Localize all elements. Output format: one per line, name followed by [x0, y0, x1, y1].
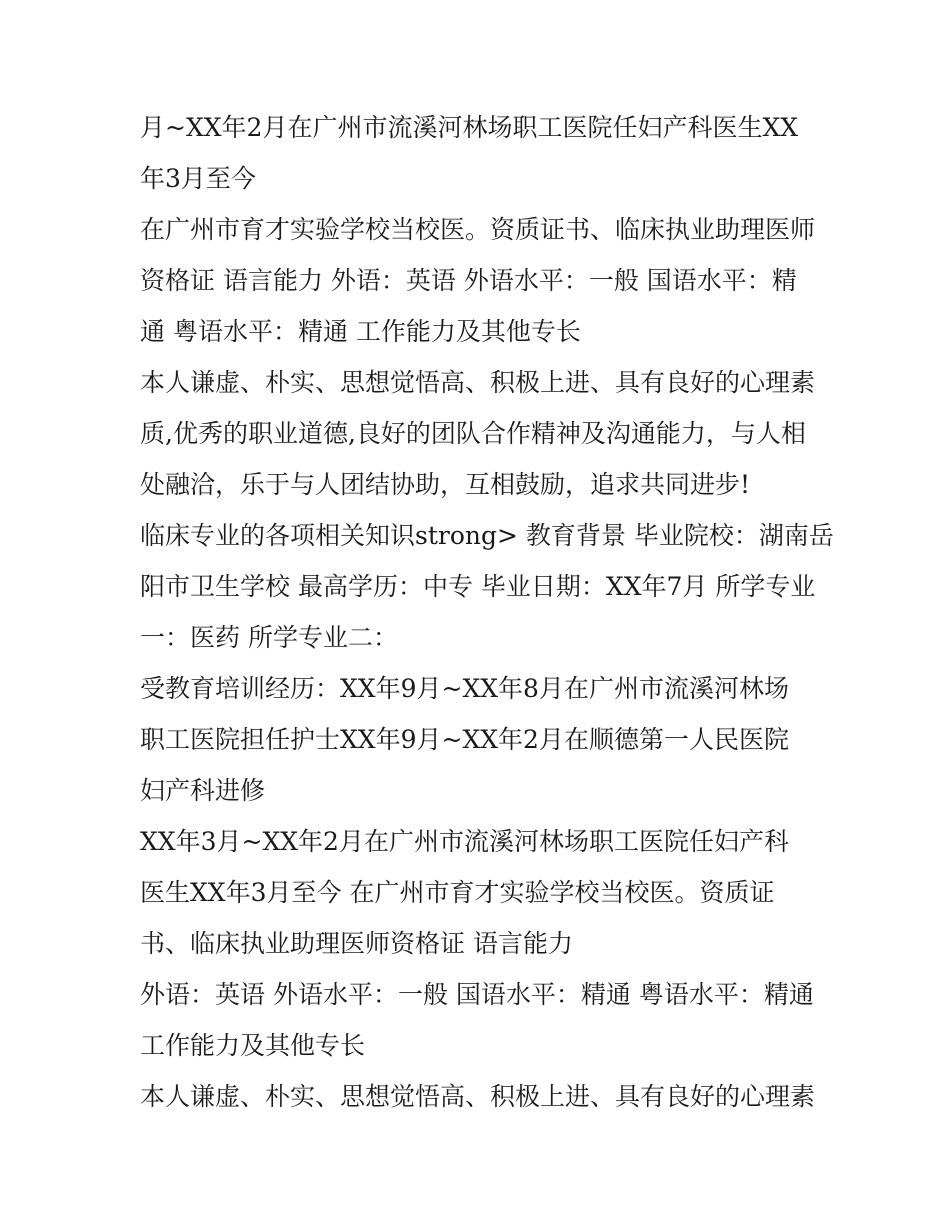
text-line: 质,优秀的职业道德,良好的团队合作精神及沟通能力，与人相: [140, 419, 806, 448]
text-line: 妇产科进修: [140, 776, 266, 805]
text-line: 职工医院担任护士XX年9月~XX年2月在顺德第一人民医院: [140, 725, 789, 754]
text-line: 本人谦虚、朴实、思想觉悟高、积极上进、具有良好的心理素: [140, 368, 816, 397]
text-line: 受教育培训经历：XX年9月~XX年8月在广州市流溪河林场: [140, 674, 789, 703]
text-line: 本人谦虚、朴实、思想觉悟高、积极上进、具有良好的心理素: [140, 1082, 816, 1111]
text-line: 工作能力及其他专长: [140, 1031, 366, 1060]
text-line: 临床专业的各项相关知识strong> 教育背景 毕业院校：湖南岳: [140, 521, 834, 550]
text-line: 书、临床执业助理医师资格证 语言能力: [140, 929, 573, 958]
text-line: 处融洽，乐于与人团结协助，互相鼓励，追求共同进步!: [140, 470, 751, 499]
text-line: 资格证 语言能力 外语：英语 外语水平：一般 国语水平：精: [140, 266, 797, 295]
text-line: 年3月至今: [140, 164, 256, 193]
text-line: 一：医药 所学专业二：: [140, 623, 398, 652]
text-line: 外语：英语 外语水平：一般 国语水平：精通 粤语水平：精通: [140, 980, 814, 1009]
text-line: 月~XX年2月在广州市流溪河林场职工医院任妇产科医生XX: [140, 113, 799, 142]
text-line: 在广州市育才实验学校当校医。资质证书、临床执业助理医师: [140, 215, 816, 244]
document-body: [140, 102, 834, 1122]
text-line: 通 粤语水平：精通 工作能力及其他专长: [140, 317, 581, 346]
text-line: 阳市卫生学校 最高学历：中专 毕业日期：XX年7月 所学专业: [140, 572, 816, 601]
text-line: XX年3月~XX年2月在广州市流溪河林场职工医院任妇产科: [140, 827, 789, 856]
text-line: 医生XX年3月至今 在广州市育才实验学校当校医。资质证: [140, 878, 775, 907]
